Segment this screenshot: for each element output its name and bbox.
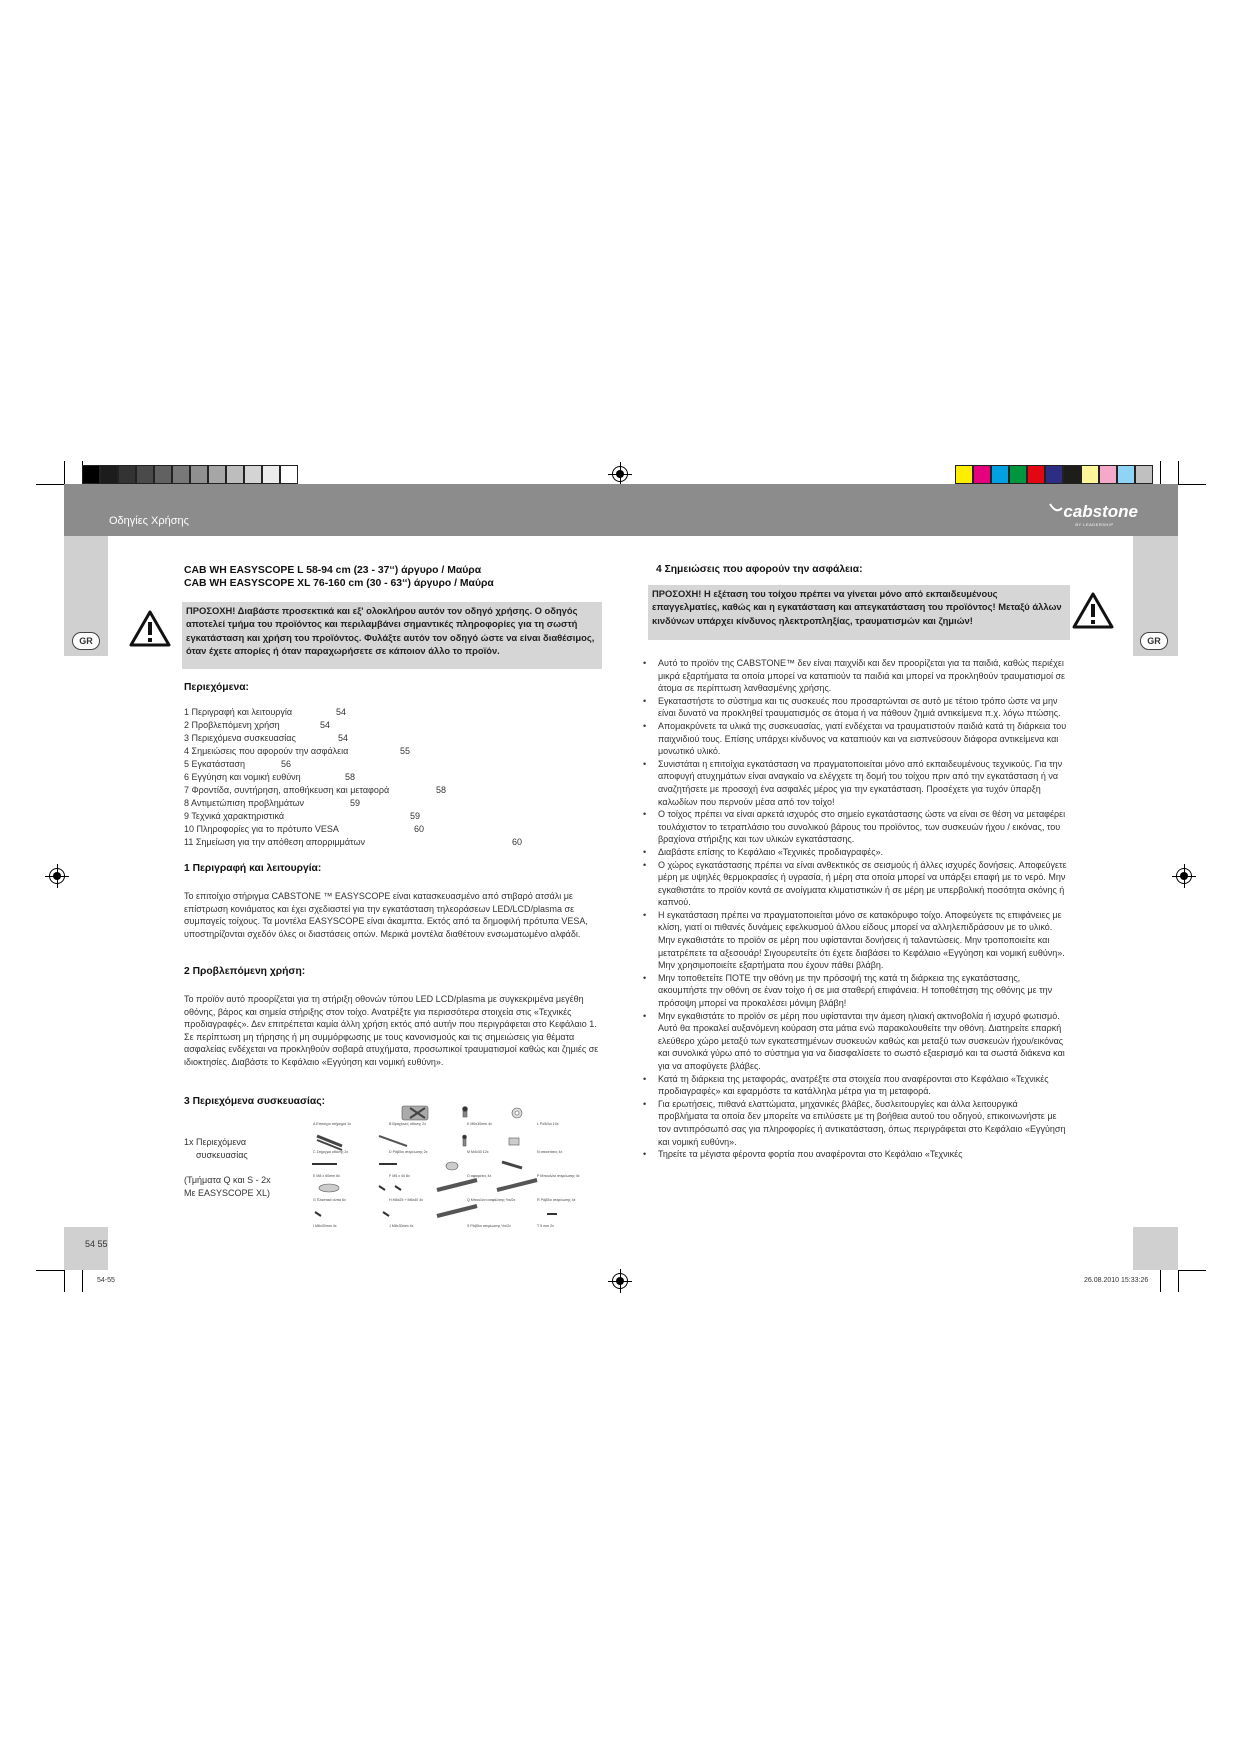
part-label: N αποστάτες 4x [537, 1150, 563, 1154]
logo-subtext: BY LEADERSHIP [1075, 522, 1114, 527]
table-of-contents [184, 706, 604, 849]
section4-heading: 4 Σημειώσεις που αφορούν την ασφάλεια: [656, 564, 863, 575]
list-item: • Μην τοποθετείτε ΠΟΤΕ την οθόνη με την πρόσοψή της κατά τη διάρκεια της εγκατάστασης, ακουμπήστε την οθόνη σε έναν τοίχο ή σε μια σταθερή επιφάνεια. Η τοποθέτηση της οθόνης με την πρόσοψη μπορεί να προκαλέσει μόνιμη βλάβη! [640, 972, 1070, 1010]
grayscale-bar [82, 465, 298, 484]
part-label: Q Μπουλόνι ασφάλισης ½x/2x [467, 1198, 516, 1202]
product-title-l: CAB WH EASYSCOPE L 58-94 cm (23 - 37‘‘) άργυρο / Μαύρα [184, 565, 482, 576]
toc-item: 4 Σημειώσεις που αφορούν την ασφάλεια 55 [184, 746, 411, 756]
part-label: P Μπουλόνι στερέωσης 4x [537, 1174, 580, 1178]
product-titles [184, 564, 604, 590]
toc-heading: Περιεχόμενα: [184, 682, 249, 693]
part-label: A Επιτοίχιο στήριγμα 1x [313, 1122, 351, 1126]
package-parts-illustration [307, 1104, 605, 1242]
section3-heading: 3 Περιεχόμενα συσκευασίας: [184, 1096, 326, 1107]
safety-notes-list [640, 657, 1070, 1161]
part-label: G Πλαστικά ούπα 6x [313, 1198, 346, 1202]
swoosh-icon [1049, 502, 1063, 516]
toc-item: 11 Σημείωση για την απόθεση απορριμμάτων 60 [184, 837, 523, 847]
list-item: • Απομακρύνετε τα υλικά της συσκευασίας, γιατί ενδέχεται να τραυματιστούν παιδιά κατά τη διάρκεια του παιχνιδιού τους. Επίσης υπάρχει κίνδυνος να καταπιούν και να εισπνεύσουν διάφορα αντικείμενα και μονωτικό υλικό. [640, 720, 1070, 758]
list-item: • Τηρείτε τα μέγιστα φέροντα φορτία που αναφέρονται στο Κεφάλαιο «Τεχνικές [640, 1148, 1070, 1161]
toc-item: 2 Προβλεπόμενη χρήση 54 [184, 720, 331, 730]
color-bar [955, 465, 1153, 484]
list-item: • Αυτό το προϊόν της CABSTONE™ δεν είναι παιχνίδι και δεν προορίζεται για τα παιδιά, καθώς περιέχει μικρά εξαρτήματα τα οποία μπορεί να καταπιούν τα παιδιά και μπορεί να προκληθούν τραυματισμοί σε άτομα σε περίπτωση λανθασμένης χρήσης. [640, 657, 1070, 695]
language-badge-right: GR [1140, 632, 1168, 650]
section1-heading: 1 Περιγραφή και λειτουργία: [184, 863, 322, 874]
cabstone-logo [1063, 502, 1138, 527]
part-label: R Ράβδοι στερέωσης 4x [537, 1198, 576, 1202]
registration-mark-top [612, 466, 628, 482]
warning-triangle-icon [129, 610, 171, 647]
list-item: • Διαβάστε επίσης το Κεφάλαιο «Τεχνικές προδιαγραφές». [640, 846, 1070, 859]
warning-box-right: ΠΡΟΣΟΧΗ! Η εξέταση του τοίχου πρέπει να γίνεται μόνο από εκπαιδευμένους επαγγελματίες, καθώς και η εγκατάσταση και απεγκατάσταση του προϊόντος! Μεταξύ άλλων κινδύνων υπάρχει κίνδυνος ηλεκτροπληξίας, τραυματισμών και ζημιών! [648, 585, 1070, 640]
part-label: E M8 x 60mm 6x [313, 1174, 340, 1178]
list-item: • Μην εγκαθιστάτε το προϊόν σε μέρη που υφίστανται την άμεση ηλιακή ακτινοβολία ή ισχυρό φωτισμό. Αυτό θα προκαλεί αυξανόμενη κούραση στα μάτια ενώ παρακολουθείτε την οθόνη. Διατηρείτε επαρκή ελεύθερο χώρο μεταξύ των εγκατεστημένων συσκευών καθώς και μεταξύ των συσκευών ήχου/εικόνας και συνολικά γύρω από το σύστημα για να διασφαλίσετε το σωστό εξαερισμό και τα σωστά διάκενα και για να αποφύγετε βλάβες. [640, 1010, 1070, 1073]
part-label: M M4x30 12x [467, 1150, 489, 1154]
toc-item: 7 Φροντίδα, συντήρηση, αποθήκευση και μεταφορά 58 [184, 785, 447, 795]
list-item: • Η εγκατάσταση πρέπει να πραγματοποιείται μόνο σε κατακόρυφο τοίχο. Αποφεύγετε τις επιφάνειες με κλίση, γιατί οι πιθανές δυνάμεις εφελκυσμού άλλου είδους μπορεί να αλληλεπιδράσουν με το υλικό. Μην εγκαθιστάτε το προϊόν σε μέρη που υφίστανται δονήσεις ή ταλαντώσεις. Μην τροποποιείτε και μετατρέπετε τα αξεσουάρ! Σιγουρευτείτε ότι έχετε διαβάσει το Κεφάλαιο «Εγγύηση και νομική ευθύνη». Μην χρησιμοποιείτε εξαρτήματα που έχουν πάθει βλάβη. [640, 909, 1070, 972]
part-label: L Ροδέλα 10x [537, 1122, 559, 1126]
section2-text: Το προϊόν αυτό προορίζεται για τη στήριξη οθονών τύπου LED LCD/plasma με συγκεκριμένα μεγέθη οθόνης, βάρος και σημεία στήριξης στον τοίχο. Ανατρέξτε για περισσότερα στοιχεία στις «Τεχνικές προδιαγραφές». Δεν επιτρέπεται καμία άλλη χρήση εκτός από αυτήν που περιγράφεται στο Κεφάλαιο 1. Σε περίπτωση μη τήρησης ή μη συμμόρφωσης με τους κανονισμούς και τις σημειώσεις για θέματα ασφαλείας ενδέχεται να προκληθούν σοβαρά ατυχήματα, προσωπικοί τραυματισμοί καθώς και ζημιές σε ιδιοκτησίες. Διαβάστε το Κεφάλαιο «Εγγύηση και νομική ευθύνη». [184, 994, 599, 1067]
list-item: • Για ερωτήσεις, πιθανά ελαττώματα, μηχανικές βλάβες, δυσλειτουργίες και άλλα λειτουργικά προβλήματα τα οποία δεν μπορείτε να επιλύσετε με τη βοήθεια αυτού του οδηγού, επικοινωνήστε με τον αντιπρόσωπό σας για πληροφορίες ή αντικατάσταση, όπως περιγράφεται στο Κεφάλαιο «Εγγύηση και νομική ευθύνη». [640, 1098, 1070, 1148]
list-item: • Εγκαταστήστε το σύστημα και τις συσκευές που προσαρτώνται σε αυτό με τέτοιο τρόπο ώστε να μην είναι δυνατό να προκληθεί τραυματισμός σε άτομα ή να πάθουν ζημιά αντικείμενα π.χ. λόγω πτώσης. [640, 695, 1070, 720]
header-title: Οδηγίες Χρήσης [109, 515, 189, 527]
list-item: • Συνιστάται η επιτοίχια εγκατάσταση να πραγματοποιείται μόνο από εκπαιδευμένους τεχνικούς. Για την αποφυγή ατυχημάτων είναι αναγκαίο να ελέγχετε τη δομή του τοίχου πριν από την εγκατάσταση ή να αναζητήσετε με προσοχή ένα ασφαλές μέρος για την εγκατάσταση. Προσέχετε για τυχόν ύπαρξη καλωδίων που περνούν μέσα από τον τοίχο! [640, 758, 1070, 808]
footer-left: 54-55 [97, 1277, 115, 1284]
parts-drawing [307, 1104, 605, 1242]
right-bottom-tab [1133, 1227, 1178, 1270]
part-label: T 5 mm 2x [537, 1224, 554, 1228]
section2-heading: 2 Προβλεπόμενη χρήση: [184, 966, 306, 977]
warning-triangle-icon [1072, 592, 1114, 629]
page-numbers: 54 55 [85, 1239, 108, 1249]
part-label: H M6x25 + M6x40 4x [389, 1198, 424, 1202]
section1-text: Το επιτοίχιο στήριγμα CABSTONE ™ EASYSCOPE είναι κατασκευασμένο από στιβαρό ατσάλι με επίστρωση κονιάματος και έχει σχεδιαστεί για την εγκατάσταση τηλεοράσεων LED/LCD/plasma σε συμπαγείς τοίχους. Τα μοντέλα EASYSCOPE είναι άκαμπτα. Εκτός από τα δημοφιλή πρότυπα VESA, υποστηρίζονται σχεδόν όλες οι διαστάσεις οπών. Μερικά μοντέλα διαθέτουν ενσωματωμένο αλφάδι. [184, 891, 588, 939]
part-label: O αφαιρέτες 4x [467, 1174, 492, 1178]
toc-item: 6 Εγγύηση και νομική ευθύνη 58 [184, 772, 356, 782]
warning-box-left: ΠΡΟΣΟΧΗ! Διαβάστε προσεκτικά και εξ' ολοκλήρου αυτόν τον οδηγό χρήσης. Ο οδηγός αποτελεί τμήμα του προϊόντος και περιλαμβάνει σημαντικές πληροφορίες για τη σωστή εγκατάσταση και χρήση του προϊόντος. Φυλάξτε αυτόν τον οδηγό ώστε να είναι διαθέσιμος, όταν έχετε απορίες ή όταν παραχωρήσετε σε κάποιον άλλο το προϊόν. [182, 602, 602, 669]
toc-item: 8 Αντιμετώπιση προβλημάτων 59 [184, 798, 361, 808]
toc-item: 9 Τεχνικά χαρακτηριστικά 59 [184, 811, 421, 821]
part-label: S Ράβδοι στερέωσης ½x/2x [467, 1224, 511, 1228]
part-label: D Ράβδοι στερέωσης 2x [389, 1150, 428, 1154]
part-label: I M6x30mm 4x [313, 1224, 337, 1228]
toc-item: 5 Εγκατάσταση 56 [184, 759, 292, 769]
language-badge-left: GR [72, 632, 100, 650]
registration-mark-left [49, 868, 65, 884]
list-item: • Κατά τη διάρκεια της μεταφοράς, ανατρέξτε στα στοιχεία που αναφέρονται στο Κεφάλαιο «Τεχνικές προδιαγραφές» και εφαρμόστε τα κατάλληλα μέτρα για τη μεταφορά. [640, 1073, 1070, 1098]
registration-mark-bottom [612, 1273, 628, 1289]
footer-timestamp: 26.08.2010 15:33:26 [1084, 1277, 1149, 1284]
list-item: • Ο χώρος εγκατάστασης πρέπει να είναι ανθεκτικός σε σεισμούς ή άλλες ισχυρές δονήσεις. Αποφεύγετε μέρη με υψηλές θερμοκρασίες ή υγρασία, ή μέρη στα οποία μπορεί να υπάρξει επαφή με το νερό. Μην εγκαθιστάτε το προϊόν κοντά σε ανοίγματα κλιματιστικών ή σε μέρη με υπερβολική ποσότητα σκόνης ή καπνού. [640, 859, 1070, 909]
list-item: • Ο τοίχος πρέπει να είναι αρκετά ισχυρός στο σημείο εγκατάστασης ώστε να είναι σε θέση να μεταφέρει τουλάχιστον το τετραπλάσιο του συνολικού βάρους του προϊόντος, των συσκευών ήχου / εικόνας, του βραχίονα στήριξης και των υλικών εγκατάστασης. [640, 808, 1070, 846]
toc-item: 10 Πληροφορίες για το πρότυπο VESA 60 [184, 824, 425, 834]
part-label: B Βραχίονες οθόνης 2x [389, 1122, 427, 1126]
part-label: J M8x30mm 4x [389, 1224, 414, 1228]
toc-item: 1 Περιγραφή και λειτουργία 54 [184, 707, 347, 717]
part-label: K M6x30mm 4x [467, 1122, 492, 1126]
part-label: C Στήριγμα οθόνης 2x [313, 1150, 349, 1154]
part-label: F M5 x 44 8x [389, 1174, 410, 1178]
registration-mark-right [1176, 868, 1192, 884]
product-title-xl: CAB WH EASYSCOPE XL 76-160 cm (30 - 63‘‘) άργυρο / Μαύρα [184, 578, 494, 589]
header-band [64, 484, 1178, 536]
package-contents-note: 1x Περιεχόμενα συσκευασίας (Τμήματα Q και S - 2x Με EASYSCOPE XL) [184, 1137, 271, 1198]
logo-text: cabstone [1063, 502, 1138, 521]
toc-item: 3 Περιεχόμενα συσκευασίας 54 [184, 733, 349, 743]
